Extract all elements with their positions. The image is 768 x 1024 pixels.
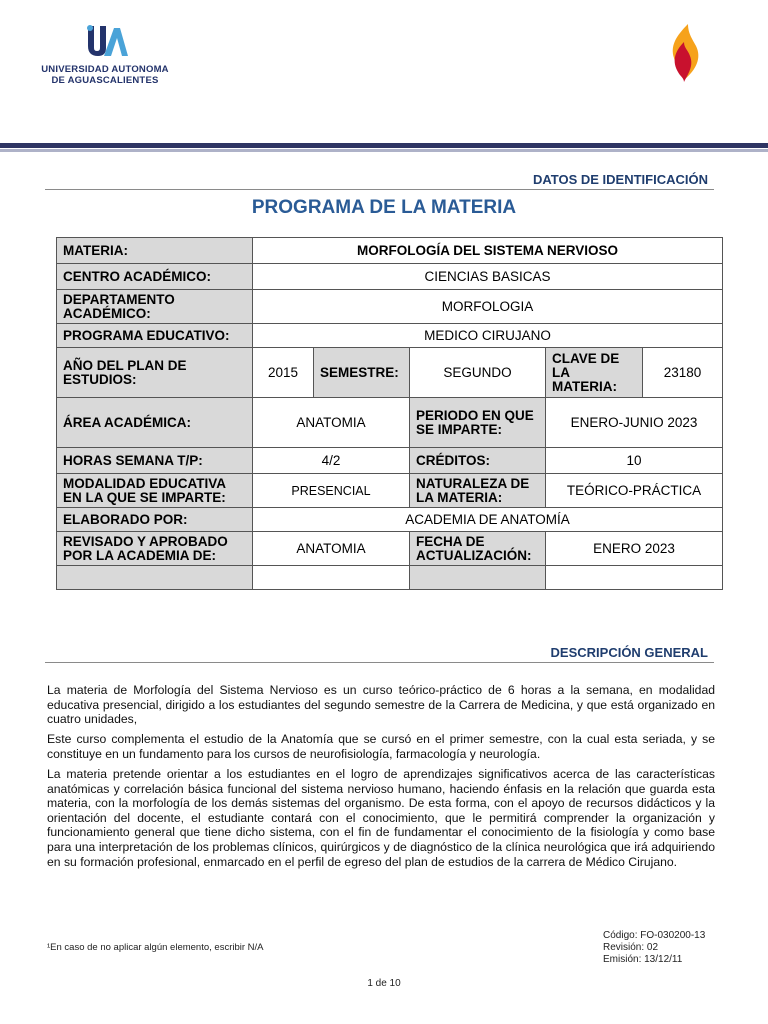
- document-title: PROGRAMA DE LA MATERIA: [251, 197, 517, 218]
- horas-label: HORAS SEMANA T/P:: [57, 448, 253, 474]
- area-value: ANATOMIA: [253, 398, 410, 448]
- horas-value: 4/2: [253, 448, 410, 474]
- modalidad-label: MODALIDAD EDUCATIVA EN LA QUE SE IMPARTE:: [57, 474, 253, 508]
- centro-label: CENTRO ACADÉMICO:: [57, 264, 253, 290]
- identification-table: [56, 237, 723, 590]
- table-row: [57, 448, 723, 474]
- table-row: [57, 508, 723, 532]
- naturaleza-value: TEÓRICO-PRÁCTICA: [546, 474, 723, 508]
- area-label: ÁREA ACADÉMICA:: [57, 398, 253, 448]
- centro-value: CIENCIAS BASICAS: [253, 264, 723, 290]
- programa-value: MEDICO CIRUJANO: [253, 324, 723, 348]
- semestre-value: SEGUNDO: [410, 348, 546, 398]
- header-band-light: [0, 149, 768, 152]
- description-paragraph: La materia de Morfología del Sistema Nervioso es un curso teórico-práctico de 6 horas a la semana, en modalidad educativa presencial, dirigido a los estudiantes del segundo semestre de la Carrera de Medicina, y que está organizado en cuatro unidades,: [47, 683, 715, 727]
- table-row: [57, 532, 723, 566]
- departamento-label: DEPARTAMENTO ACADÉMICO:: [57, 290, 253, 324]
- section-title-description: DESCRIPCIÓN GENERAL: [550, 645, 708, 660]
- clave-label: CLAVE DE LA MATERIA:: [546, 348, 643, 398]
- elaborado-value: ACADEMIA DE ANATOMÍA: [253, 508, 723, 532]
- table-row: [57, 324, 723, 348]
- description-paragraph: La materia pretende orientar a los estudiantes en el logro de aprendizajes significativos acerca de las características anatómicas y correlación básica funcional del sistema nervioso humano, haciendo énfasis en la relación que guarda esta materia, con la morfología de los demás sistemas del organismo. De esta forma, con el apoyo de recursos didácticos y la orientación del docente, el estudiante contará con el conocimiento, que le permitirá comprender la organización y funcionamiento general que tiene dicho sistema, con el fin de fundamentar el conocimiento de la fisiología y como base para una interpretación de los problemas clínicos, quirúrgicos y de diagnóstico de la clínica neurológica que irá adquiriendo en su formación profesional, enmarcado en el perfil de egreso del plan de estudios de la carrera de Médico Cirujano.: [47, 767, 715, 869]
- fecha-label: FECHA DE ACTUALIZACIÓN:: [410, 532, 546, 566]
- elaborado-label: ELABORADO POR:: [57, 508, 253, 532]
- revisado-label: REVISADO Y APROBADO POR LA ACADEMIA DE:: [57, 532, 253, 566]
- anio-value: 2015: [253, 348, 314, 398]
- revision-text: Revisión: 02: [603, 942, 659, 953]
- semestre-label: SEMESTRE:: [314, 348, 410, 398]
- emision-text: Emisión: 13/12/11: [603, 954, 683, 965]
- empty-value-cell: [546, 566, 723, 590]
- programa-label: PROGRAMA EDUCATIVO:: [57, 324, 253, 348]
- document-meta: [603, 930, 705, 966]
- section-title-identification: DATOS DE IDENTIFICACIÓN: [532, 172, 708, 187]
- codigo-text: Código: FO-030200-13: [603, 930, 706, 941]
- modalidad-value: PRESENCIAL: [253, 474, 410, 508]
- creditos-label: CRÉDITOS:: [410, 448, 546, 474]
- creditos-value: 10: [546, 448, 723, 474]
- table-row: [57, 398, 723, 448]
- university-name-line1: UNIVERSIDAD AUTONOMA: [41, 64, 169, 75]
- table-row: [57, 474, 723, 508]
- clave-value: 23180: [643, 348, 723, 398]
- table-row-empty: [57, 566, 723, 590]
- header-band: [0, 143, 768, 148]
- materia-value: MORFOLOGÍA DEL SISTEMA NERVIOSO: [253, 238, 723, 264]
- section-rule-description: [45, 662, 714, 663]
- table-row: [57, 348, 723, 398]
- university-name-line2: DE AGUASCALIENTES: [51, 75, 159, 86]
- flame-logo: [666, 22, 706, 84]
- periodo-value: ENERO-JUNIO 2023: [546, 398, 723, 448]
- departamento-value: MORFOLOGIA: [253, 290, 723, 324]
- empty-label-cell: [410, 566, 546, 590]
- empty-value-cell: [253, 566, 410, 590]
- page-number: 1 de 10: [367, 978, 401, 989]
- fecha-value: ENERO 2023: [546, 532, 723, 566]
- naturaleza-label: NATURALEZA DE LA MATERIA:: [410, 474, 546, 508]
- empty-label-cell: [57, 566, 253, 590]
- table-row: [57, 290, 723, 324]
- section-rule-identification: [45, 189, 714, 190]
- footnote: ¹En caso de no aplicar algún elemento, escribir N/A: [47, 942, 264, 953]
- table-row: [57, 264, 723, 290]
- materia-label: MATERIA:: [57, 238, 253, 264]
- university-logo: [40, 22, 170, 90]
- anio-label: AÑO DEL PLAN DE ESTUDIOS:: [57, 348, 253, 398]
- revisado-value: ANATOMIA: [253, 532, 410, 566]
- flame-logo-icon: [666, 22, 706, 84]
- periodo-label: PERIODO EN QUE SE IMPARTE:: [410, 398, 546, 448]
- uaa-logo-icon: [80, 22, 130, 62]
- description-paragraph: Este curso complementa el estudio de la Anatomía que se cursó en el primer semestre, con la cual esta seriada, y se constituye en un fundamento para los cursos de neurofisiología, farmacología y neurología.: [47, 732, 715, 761]
- table-row: [57, 238, 723, 264]
